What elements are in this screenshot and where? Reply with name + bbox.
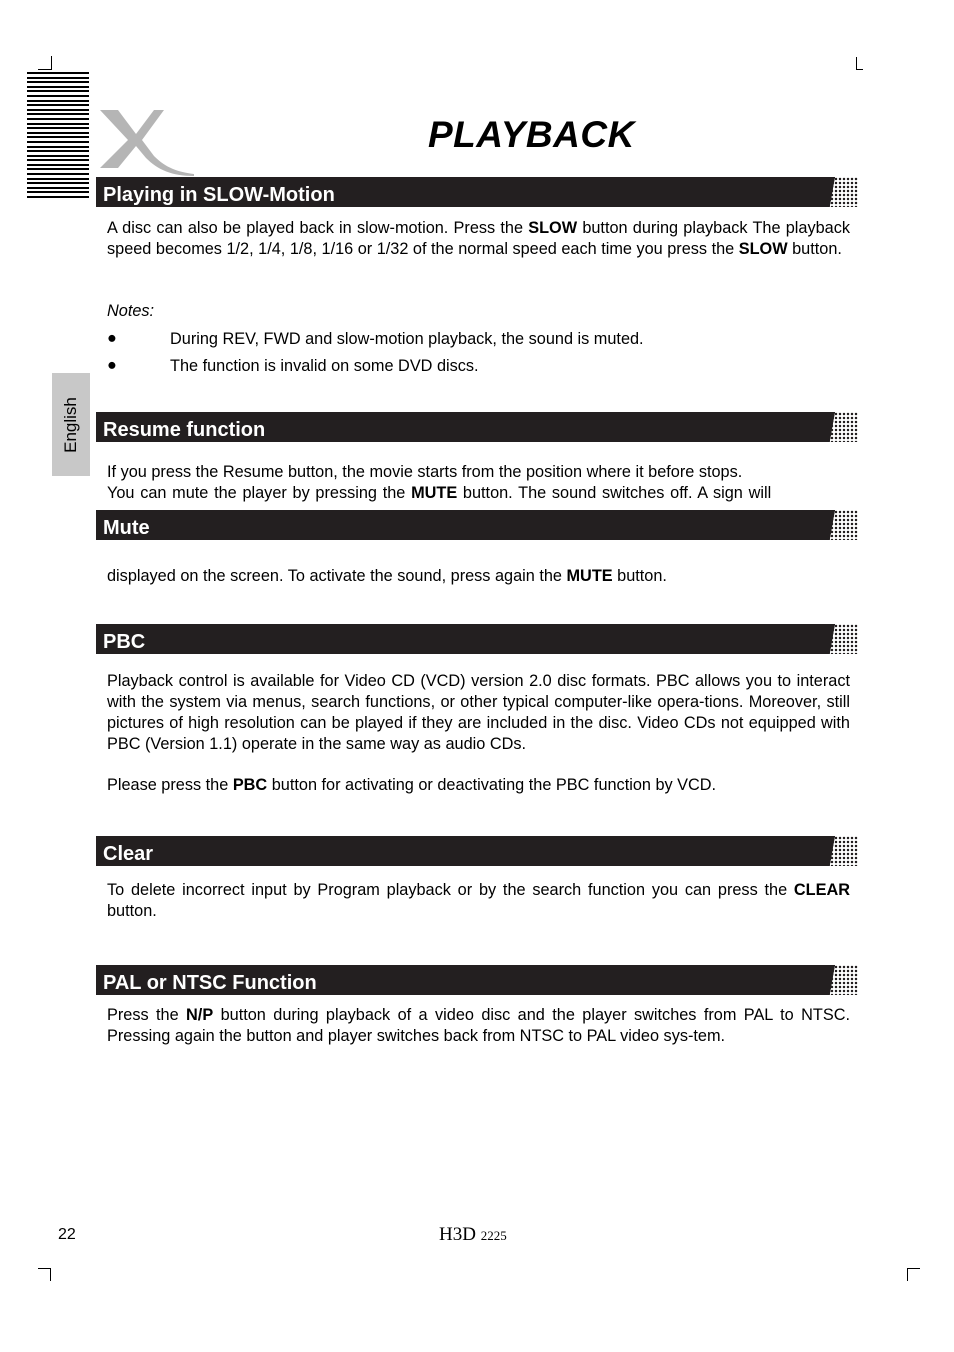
header-dot-pattern	[822, 177, 858, 207]
section-heading-pbc: PBC	[103, 631, 146, 653]
header-dot-pattern	[822, 624, 858, 654]
section-heading-mute: Mute	[103, 517, 150, 539]
mute-intro-paragraph: You can mute the player by pressing the MUTE button. The sound switches off. A sign will	[107, 484, 772, 502]
clear-paragraph: To delete incorrect input by Program playback or by the search function you can press the CLEAR button.	[107, 881, 850, 920]
pbc-paragraph-2: Please press the PBC button for activating or deactivating the PBC function by VCD.	[107, 776, 717, 794]
crop-mark-bottom-right	[907, 1268, 920, 1269]
section-header-pal	[96, 965, 858, 995]
section-header-resume	[96, 412, 858, 442]
pal-paragraph: Press the N/P button during playback of a video disc and the player switches from PAL to NTSC. Pressing again the button and player switches back from NTSC to PAL video sys-tem.	[107, 1006, 850, 1045]
section-header-pbc	[96, 624, 858, 654]
mute-paragraph: displayed on the screen. To activate the sound, press again the MUTE button.	[107, 567, 667, 585]
header-dot-pattern	[822, 412, 858, 442]
crop-mark-bottom-right-v	[907, 1268, 908, 1281]
header-dot-pattern	[822, 510, 858, 540]
crop-mark-top-right-h	[856, 69, 863, 70]
section-heading-clear: Clear	[103, 843, 154, 865]
header-dot-pattern	[822, 965, 858, 995]
model-number: 2225	[480, 1228, 507, 1243]
bullet-icon: ●	[107, 356, 117, 374]
section-heading-slow: Playing in SLOW-Motion	[103, 184, 335, 206]
header-dot-pattern	[822, 836, 858, 866]
page-title: PLAYBACK	[428, 114, 635, 155]
crop-mark-top-left-v	[51, 56, 52, 70]
note-text-1: During REV, FWD and slow-motion playback, the sound is muted.	[170, 330, 644, 348]
section-header-clear	[96, 836, 858, 866]
notes-label: Notes:	[107, 302, 155, 320]
language-tab	[52, 373, 90, 476]
pbc-paragraph-1: Playback control is available for Video CD (VCD) version 2.0 disc formats. PBC allows you to interact with the system via menus, search functions, or other typical computer-like opera-tions. Moreover, still pictures of high resolution can be played if they are included in the disc. Video CDs not equipped with PBC (Version 1.1) operate in the same way as audio CDs.	[107, 672, 850, 753]
model-prefix: H3D	[439, 1224, 476, 1245]
note-text-2: The function is invalid on some DVD discs.	[170, 357, 479, 375]
bullet-icon: ●	[107, 329, 117, 347]
crop-mark-top-left	[38, 69, 52, 70]
crop-mark-bottom-left-v	[50, 1268, 51, 1281]
brand-x-logo	[96, 106, 196, 178]
slow-paragraph: A disc can also be played back in slow-motion. Press the SLOW button during playback The playback speed becomes 1/2, 1/4, 1/8, 1/16 or 1/32 of the normal speed each time you press the SLOW button.	[107, 219, 850, 258]
section-header-slow	[96, 177, 858, 207]
resume-paragraph: If you press the Resume button, the movie starts from the position where it before stops.	[107, 463, 743, 481]
page-number: 22	[58, 1226, 76, 1243]
section-header-mute	[96, 510, 858, 540]
language-tab-label: English	[61, 396, 80, 453]
section-heading-resume: Resume function	[103, 419, 266, 441]
model-name	[439, 1224, 507, 1246]
section-heading-pal: PAL or NTSC Function	[103, 972, 317, 994]
header-stripes	[27, 72, 89, 200]
